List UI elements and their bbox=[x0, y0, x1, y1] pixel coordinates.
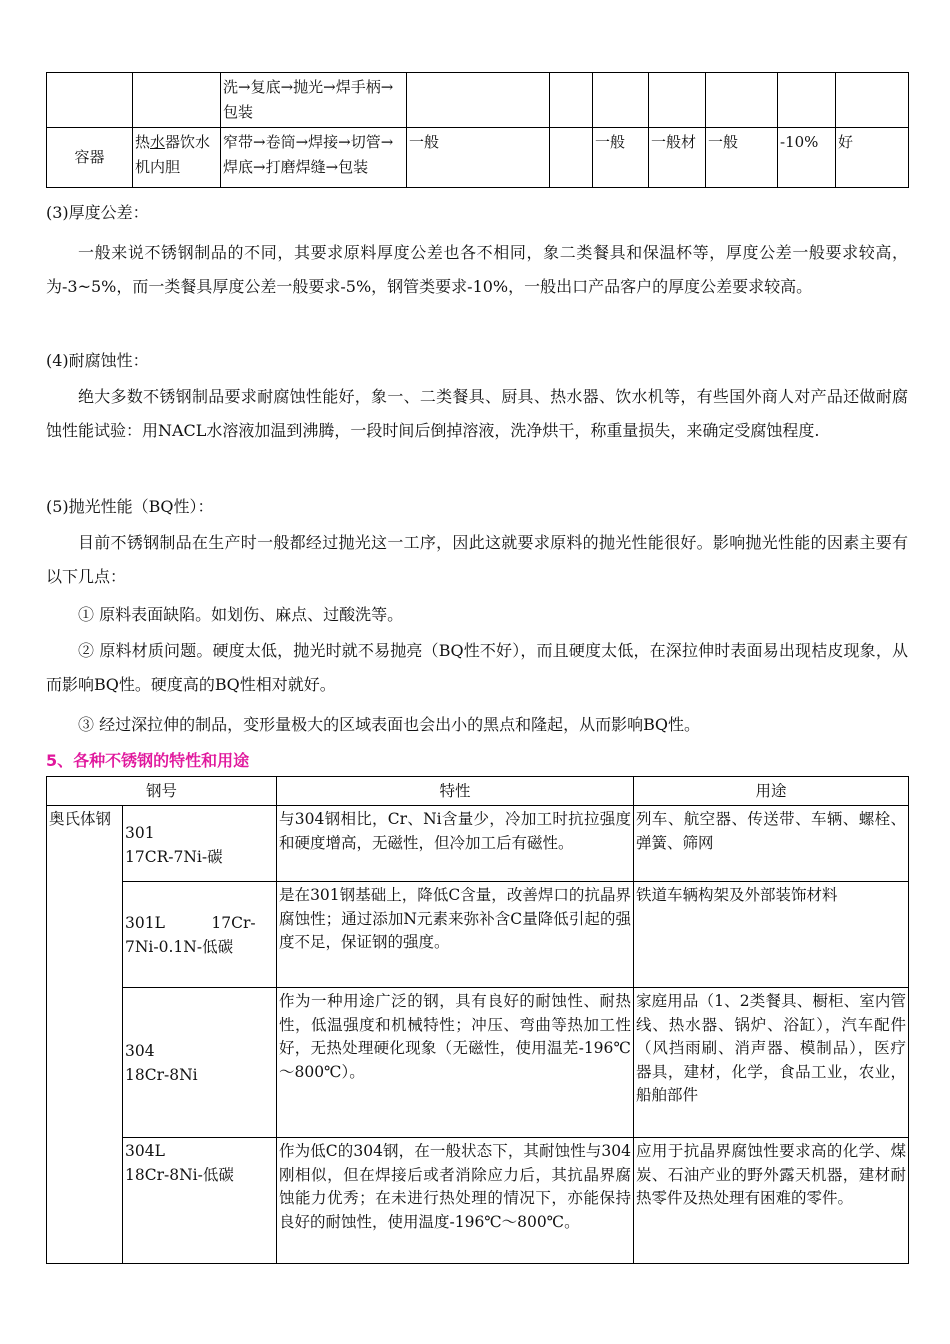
process-cell: 洗→复底→抛光→焊手柄→包装 bbox=[221, 73, 407, 128]
group-cell: 奥氏体钢 bbox=[47, 806, 123, 1264]
usage-cell: 家庭用品（1、2类餐具、橱柜、室内管线、热水器、锅炉、浴缸），汽车配件（风挡雨刷、消声器、模制品），医疗器具，建材，化学，食品工业，农业，船舶部件 bbox=[634, 988, 909, 1138]
property-cell: 与304钢相比，Cr、Ni含量少，冷加工时抗拉强度和硬度增高，无磁性，但冷加工后有磁性。 bbox=[277, 806, 634, 882]
header-grade: 钢号 bbox=[47, 777, 277, 806]
grade-cell bbox=[123, 988, 277, 1138]
section-5-item-1: ① 原料表面缺陷。如划伤、麻点、过酸洗等。 bbox=[78, 605, 404, 624]
table-cell bbox=[836, 73, 909, 128]
grade-line-2: 18Cr-8Ni-低碳 bbox=[125, 1165, 234, 1184]
value-cell bbox=[550, 128, 593, 188]
header-usage: 用途 bbox=[634, 777, 909, 806]
value-cell: -10% bbox=[778, 128, 836, 188]
table-cell bbox=[133, 73, 221, 128]
table-cell bbox=[593, 73, 649, 128]
value-cell: 一般 bbox=[407, 128, 550, 188]
table-row bbox=[47, 73, 909, 128]
top-table-wrap bbox=[46, 72, 908, 188]
table-cell bbox=[550, 73, 593, 128]
category-cell: 容器 bbox=[47, 128, 133, 188]
table-row bbox=[47, 806, 909, 882]
usage-cell: 铁道车辆构架及外部装饰材料 bbox=[634, 882, 909, 988]
grade-line-1: 301 bbox=[125, 824, 155, 842]
heading-5: 5、各种不锈钢的特性和用途 bbox=[46, 751, 250, 770]
product-text: 热 bbox=[135, 133, 151, 151]
section-5-item-2: ② 原料材质问题。硬度太低，抛光时就不易抛亮（BQ性不好），而且硬度太低，在深拉伸时表面易出现桔皮现象，从而影响BQ性。硬度高的BQ性相对就好。 bbox=[46, 641, 908, 694]
table-row bbox=[47, 128, 909, 188]
grade-line-1: 304 bbox=[125, 1042, 155, 1060]
table-header-row bbox=[47, 777, 909, 806]
process-table bbox=[46, 72, 909, 188]
header-property: 特性 bbox=[277, 777, 634, 806]
section-5-title: (5)抛光性能（BQ性）： bbox=[46, 497, 214, 516]
section-5-item-3: ③ 经过深拉伸的制品，变形量极大的区域表面也会出小的黑点和隆起，从而影响BQ性。 bbox=[78, 715, 700, 734]
grade-cell bbox=[123, 882, 277, 988]
product-text: 器饮水机内胆 bbox=[135, 133, 211, 176]
steel-table bbox=[46, 776, 909, 1264]
product-cell bbox=[133, 128, 221, 188]
property-cell: 是在301钢基础上，降低C含量，改善焊口的抗晶界腐蚀性；通过添加N元素来弥补含C量降低引起的强度不足，保证钢的强度。 bbox=[277, 882, 634, 988]
section-3-title: (3)厚度公差： bbox=[46, 203, 149, 222]
table-row bbox=[47, 1138, 909, 1264]
section-3-body: 一般来说不锈钢制品的不同，其要求原料厚度公差也各不相同，象二类餐具和保温杯等，厚度公差一般要求较高，为-3~5%，而一类餐具厚度公差一般要求-5%，钢管类要求-10%，一般出口产品客户的厚度公差要求较高。 bbox=[46, 243, 908, 296]
section-4-body: 绝大多数不锈钢制品要求耐腐蚀性能好，象一、二类餐具、厨具、热水器、饮水机等，有些国外商人对产品还做耐腐蚀性能试验：用NACL水溶液加温到沸腾，一段时间后倒掉溶液，洗净烘干，称重量损失，来确定受腐蚀程度. bbox=[46, 387, 908, 440]
grade-line-1: 301L 17Cr- bbox=[125, 914, 256, 932]
grade-line-2: 17CR-7Ni-碳 bbox=[125, 847, 223, 866]
table-cell bbox=[706, 73, 778, 128]
usage-cell: 应用于抗晶界腐蚀性要求高的化学、煤炭、石油产业的野外露天机器，建材耐热零件及热处理有困难的零件。 bbox=[634, 1138, 909, 1264]
table-cell bbox=[47, 73, 133, 128]
value-cell: 一般材 bbox=[649, 128, 706, 188]
process-cell: 窄带→卷筒→焊接→切管→焊底→打磨焊缝→包装 bbox=[221, 128, 407, 188]
product-text-underlined: 水 bbox=[150, 133, 166, 151]
grade-line-1: 304L bbox=[125, 1142, 165, 1160]
section-5-body: 目前不锈钢制品在生产时一般都经过抛光这一工序，因此这就要求原料的抛光性能很好。影响抛光性能的因素主要有以下几点： bbox=[46, 533, 908, 586]
table-cell bbox=[649, 73, 706, 128]
grade-line-2: 7Ni-0.1N-低碳 bbox=[125, 937, 234, 956]
section-4-title: (4)耐腐蚀性： bbox=[46, 351, 149, 370]
property-cell: 作为低C的304钢，在一般状态下，其耐蚀性与304刚相似，但在焊接后或者消除应力后，其抗晶界腐蚀能力优秀；在未进行热处理的情况下，亦能保持良好的耐蚀性，使用温度-196℃～800℃。 bbox=[277, 1138, 634, 1264]
usage-cell: 列车、航空器、传送带、车辆、螺栓、弹簧、筛网 bbox=[634, 806, 909, 882]
grade-cell bbox=[123, 1138, 277, 1264]
table-cell bbox=[407, 73, 550, 128]
grade-line-2: 18Cr-8Ni bbox=[125, 1065, 198, 1084]
grade-cell bbox=[123, 806, 277, 882]
value-cell: 一般 bbox=[593, 128, 649, 188]
table-row bbox=[47, 988, 909, 1138]
table-row bbox=[47, 882, 909, 988]
value-cell: 一般 bbox=[706, 128, 778, 188]
table-cell bbox=[778, 73, 836, 128]
value-cell: 好 bbox=[836, 128, 909, 188]
property-cell: 作为一种用途广泛的钢，具有良好的耐蚀性、耐热性，低温强度和机械特性；冲压、弯曲等热加工性好，无热处理硬化现象（无磁性，使用温芜-196℃～800℃）。 bbox=[277, 988, 634, 1138]
